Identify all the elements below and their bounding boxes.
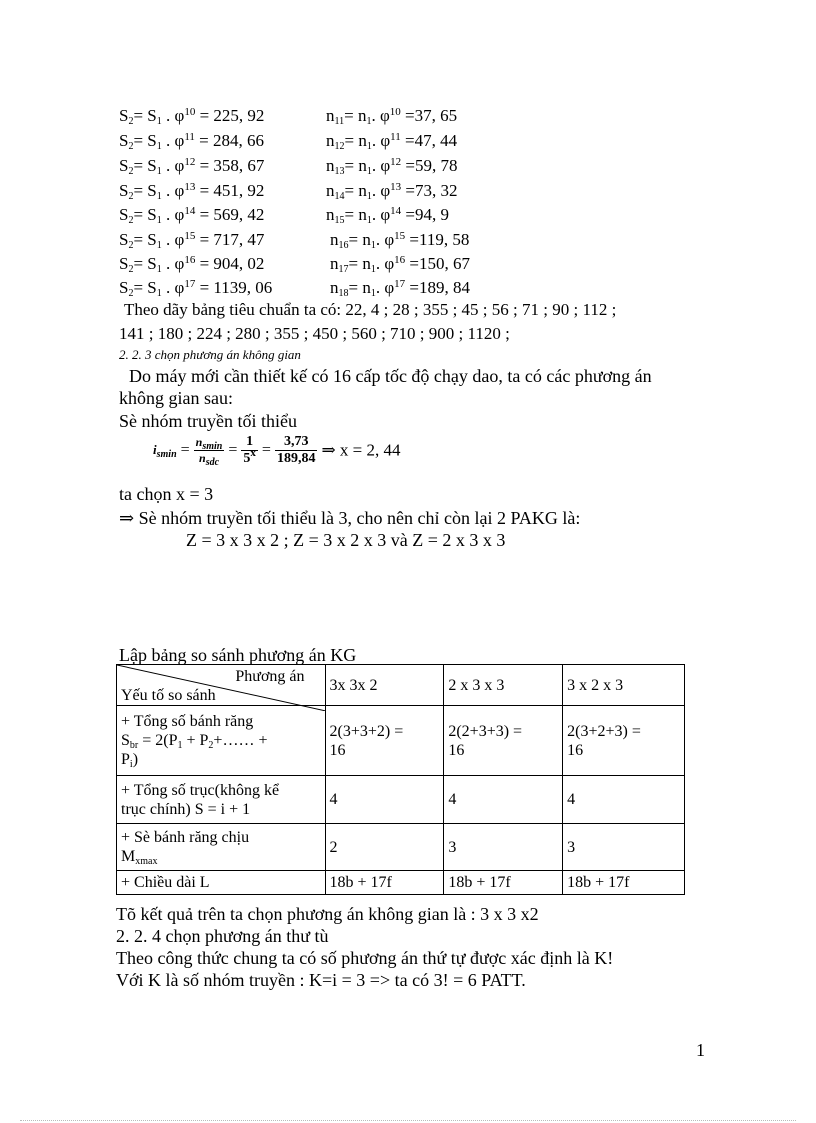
row-label: + Tổng số bánh răng $S_{br} = 2(P_1$ + $P_2+\dots\dots$ + $P_i$) [117, 706, 326, 776]
table-cell: 2(3+2+3) = 16 [563, 706, 685, 776]
table-cell: 18b + 17f [325, 871, 444, 895]
table-cell: 4 [444, 776, 563, 824]
table-cell: 3 [563, 824, 685, 871]
table-cell: 2(3+3+2) = 16 [325, 706, 444, 776]
column-header: 3x 3x 2 [325, 665, 444, 706]
row-label: + Sè bánh răng chịu $M_{xmax}$ [117, 824, 326, 871]
eq-row-4: $S_2= S_1$ . $\varphi^{13} = 451$, 92 [119, 181, 265, 202]
formula-result: ⇒ x = 2, 44 [321, 440, 401, 460]
table-cell: 3 [444, 824, 563, 871]
column-header: 3 x 2 x 3 [563, 665, 685, 706]
conclusion-line: ⇒ Sè nhóm truyền tối thiểu là 3, cho nên chỉ còn lại 2 PAKG là: [119, 508, 581, 528]
eq-row-6: $S_2= S_1$ . $\varphi^{15} = 717$, 47 [119, 230, 265, 251]
eq-row-1-n: $n_{11}= n_1$. $\varphi^{10} =37$, 65 [326, 106, 458, 127]
section-heading-2-2-3: 2. 2. 3 chọn phương án không gian [119, 347, 301, 362]
eq-row-1: $S_2= S_1$ . $\varphi^{10} = 225$, 92 [119, 106, 265, 127]
paragraph-3: Với K là số nhóm truyền : K=i = 3 => ta có 3! = 6 PATT. [116, 970, 526, 990]
eq-row-4-n: $n_{14}= n_1$. $\varphi^{13} =73$, 32 [326, 181, 458, 202]
eq-row-2: $S_2= S_1$ . $\varphi^{11} = 284$, 66 [119, 131, 265, 152]
table-cell: 18b + 17f [563, 871, 685, 895]
formula: $i_{smin}$ = $\frac{n_{smin}}{n_{sdc}}$ = $\frac{1}{5^x}$ = $\frac{3,73}{189,84}$ ⇒ x = 2, 44 [153, 434, 401, 468]
eq-row-8-n: $n_{18}= n_1$. $\varphi^{17} =189$, 84 [330, 278, 470, 299]
table-row [117, 706, 685, 776]
eq-row-5: $S_2= S_1$ . $\varphi^{14} = 569$, 42 [119, 205, 265, 226]
header-factors-label: Yếu tố so sánh [121, 687, 216, 704]
page-bottom-divider [20, 1120, 796, 1121]
table-row [117, 871, 685, 895]
options-line: Z = 3 x 3 x 2 ; Z = 3 x 2 x 3 và Z = 2 x 3 x 3 [186, 530, 506, 550]
table-cell: 4 [325, 776, 444, 824]
comparison-table [116, 664, 685, 895]
eq-row-7-n: $n_{17}= n_1$. $\varphi^{16} =150$, 67 [330, 254, 470, 275]
paragraph-1-line-2: không gian sau: [119, 388, 233, 408]
table-cell: 18b + 17f [444, 871, 563, 895]
table-cell: 2(2+3+3) = 16 [444, 706, 563, 776]
paragraph-2: Theo công thức chung ta có số phương án thứ tự được xác định là K! [116, 948, 614, 968]
eq-row-6-n: $n_{16}= n_1$. $\varphi^{15} =119$, 58 [330, 230, 470, 251]
eq-row-8: $S_2= S_1$ . $\varphi^{17} = 1139$, 06 [119, 278, 273, 299]
header-options-label: Phương án [235, 668, 305, 685]
table-diagonal-header [117, 665, 326, 706]
column-header: 2 x 3 x 3 [444, 665, 563, 706]
table-row [117, 776, 685, 824]
eq-row-3-n: $n_{13}= n_1$. $\varphi^{12} =59$, 78 [326, 156, 458, 177]
eq-row-5-n: $n_{15}= n_1$. $\varphi^{14} =94$, 9 [326, 205, 449, 226]
table-header-row [117, 665, 685, 706]
result-line: Tõ kết quả trên ta chọn phương án không gian là : 3 x 3 x2 [116, 904, 539, 924]
standard-values-line-2: 141 ; 180 ; 224 ; 280 ; 355 ; 450 ; 560 ; 710 ; 900 ; 1120 ; [119, 324, 510, 343]
table-row [117, 824, 685, 871]
row-label: + Chiều dài L [117, 871, 326, 895]
standard-values-line-1: Theo dãy bảng tiêu chuẩn ta có: 22, 4 ; 28 ; 355 ; 45 ; 56 ; 71 ; 90 ; 112 ; [124, 300, 617, 319]
eq-row-3: $S_2= S_1$ . $\varphi^{12} = 358$, 67 [119, 156, 265, 177]
table-cell: 4 [563, 776, 685, 824]
eq-row-2-n: $n_{12}= n_1$. $\varphi^{11} =47$, 44 [326, 131, 458, 152]
page-number: 1 [696, 1040, 705, 1060]
eq-row-7: $S_2= S_1$ . $\varphi^{16} = 904$, 02 [119, 254, 265, 275]
choose-x: ta chọn x = 3 [119, 484, 214, 504]
section-heading-2-2-4: 2. 2. 4 chọn phương án thư tù [116, 926, 329, 946]
table-caption: Lập bảng so sánh phương án KG [119, 645, 357, 665]
table-cell: 2 [325, 824, 444, 871]
min-groups-label: Sè nhóm truyền tối thiểu [119, 411, 297, 431]
paragraph-1-line-1: Do máy mới cần thiết kế có 16 cấp tốc độ chạy dao, ta có các phương án [129, 366, 652, 386]
row-label: + Tổng số trục(không kể trục chính) S = i + 1 [117, 776, 326, 824]
